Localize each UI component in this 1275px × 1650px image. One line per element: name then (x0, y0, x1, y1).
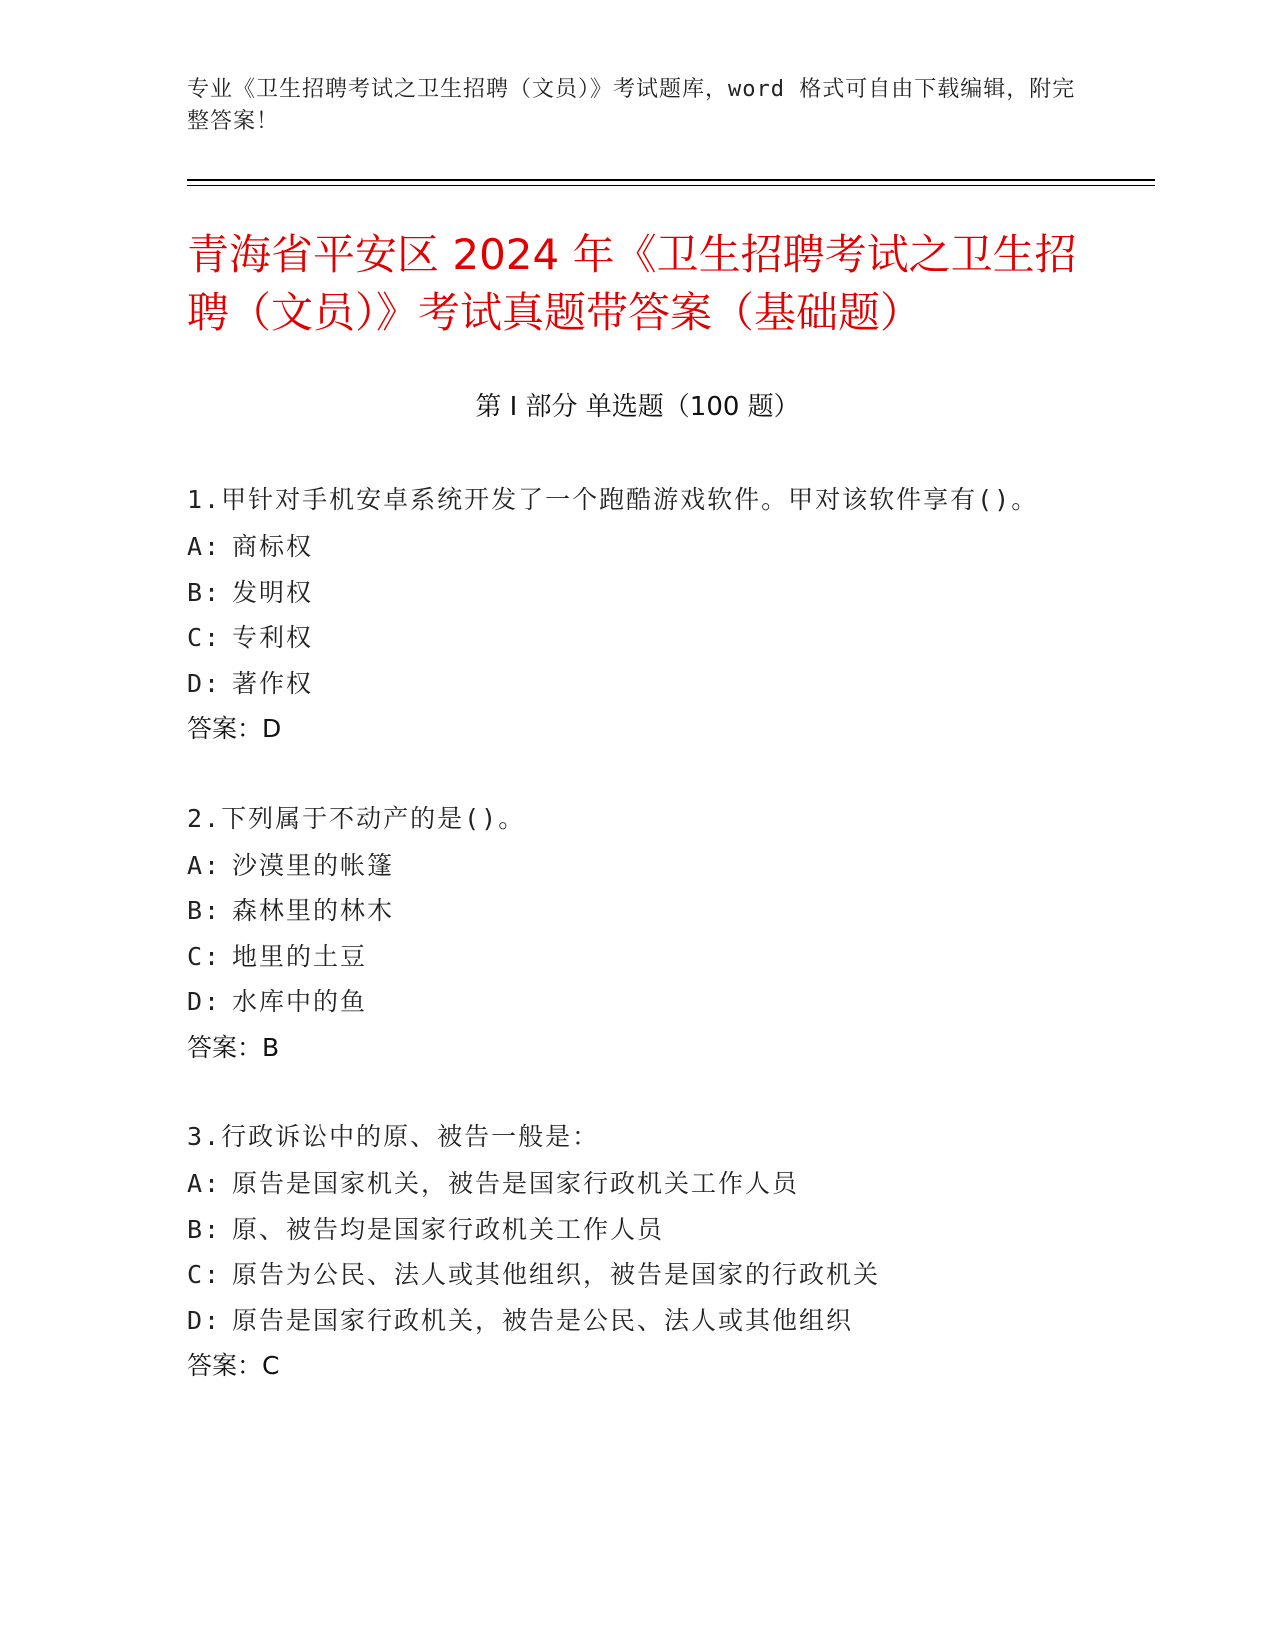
option-a (187, 843, 1087, 889)
option-letter: B: (187, 577, 222, 607)
option-letter: D: (187, 1305, 222, 1335)
question-3 (187, 1113, 1087, 1389)
option-c (187, 615, 1087, 661)
option-text: 专利权 (232, 623, 314, 652)
option-letter: C: (187, 1260, 222, 1289)
option-text: 沙漠里的帐篷 (232, 850, 395, 880)
option-text: 原告是国家行政机关，被告是公民、法人或其他组织 (232, 1305, 854, 1335)
option-text: 水库中的鱼 (232, 987, 368, 1016)
option-text: 著作权 (232, 668, 314, 698)
option-text: 发明权 (232, 577, 314, 607)
question-2 (187, 795, 1087, 1071)
header-divider-thick (187, 179, 1155, 181)
option-text: 原告为公民、法人或其他组织，被告是国家的行政机关 (232, 1260, 881, 1289)
option-a (187, 524, 1087, 570)
option-c (187, 1252, 1087, 1298)
header-note: 专业《卫生招聘考试之卫生招聘（文员）》考试题库，word 格式可自由下载编辑，附完整答案！ (187, 77, 1076, 134)
answer-line: 答案：C (187, 1351, 280, 1380)
question-stem: 1.甲针对手机安卓系统开发了一个跑酷游戏软件。甲对该软件享有()。 (187, 485, 1039, 514)
option-letter: C: (187, 623, 222, 652)
answer-line: 答案：D (187, 714, 282, 743)
option-b (187, 1207, 1087, 1253)
option-d (187, 1298, 1087, 1344)
option-letter: D: (187, 668, 222, 698)
option-letter: A: (187, 1169, 222, 1198)
option-b (187, 888, 1087, 934)
option-text: 地里的土豆 (232, 941, 368, 971)
option-d (187, 979, 1087, 1025)
option-letter: B: (187, 1214, 222, 1244)
option-text: 原、被告均是国家行政机关工作人员 (232, 1214, 665, 1244)
header-divider-thin (187, 185, 1155, 186)
option-letter: B: (187, 896, 222, 925)
answer-line: 答案：B (187, 1032, 280, 1062)
question-stem: 2.下列属于不动产的是()。 (187, 803, 526, 833)
document-title: 青海省平安区 2024 年《卫生招聘考试之卫生招聘（文员）》考试真题带答案（基础题） (187, 230, 1077, 337)
question-1 (187, 476, 1087, 752)
option-text: 商标权 (232, 532, 314, 561)
option-letter: A: (187, 850, 222, 880)
option-letter: D: (187, 987, 222, 1016)
option-d (187, 661, 1087, 707)
question-stem: 3.行政诉讼中的原、被告一般是： (187, 1122, 600, 1151)
option-b (187, 570, 1087, 616)
option-a (187, 1161, 1087, 1207)
option-letter: A: (187, 532, 222, 561)
option-text: 森林里的林木 (232, 896, 395, 925)
option-c (187, 934, 1087, 980)
option-letter: C: (187, 941, 222, 971)
question-list (187, 476, 1087, 1432)
option-text: 原告是国家机关，被告是国家行政机关工作人员 (232, 1169, 800, 1198)
section-title: 第 I 部分 单选题（100 题） (475, 392, 800, 422)
